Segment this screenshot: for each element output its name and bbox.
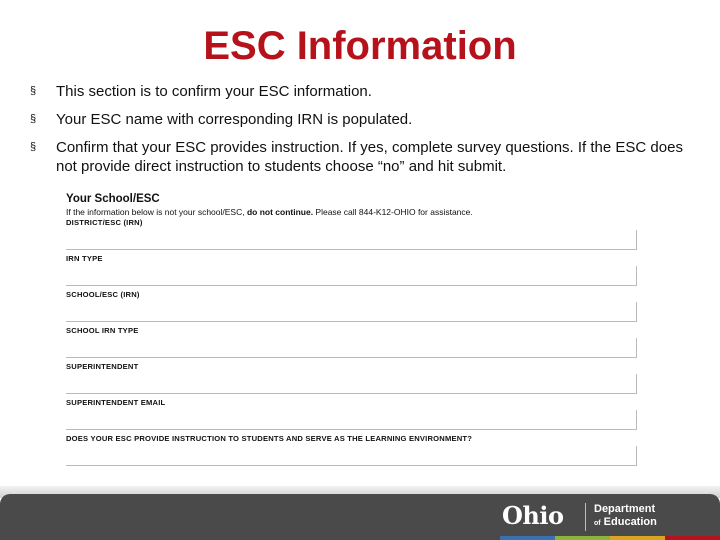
form-note-contact: Please call 844-K12-OHIO for assistance. [313,207,473,217]
strip-segment [665,536,720,540]
provides-instruction-field[interactable] [66,446,637,466]
dept-of: of [594,520,601,527]
bullet-marker: § [30,113,37,125]
bullet-item [30,82,700,101]
superintendent-email-field[interactable] [66,410,637,430]
logo-divider [585,503,586,531]
dept-line-2 [594,516,657,530]
slide-title: ESC Information [203,24,517,68]
irn-type-field[interactable] [66,266,637,286]
bullet-marker: § [30,85,37,97]
form-heading: Your School/ESC [66,193,160,205]
field-label-district-irn: DISTRICT/ESC (IRN) [66,218,143,227]
department-of-education-logo [594,503,657,530]
district-irn-field[interactable] [66,230,637,250]
bullet-marker: § [30,141,37,153]
ohio-logo: Ohio [502,501,564,530]
field-label-school-irn-type: SCHOOL IRN TYPE [66,326,139,335]
school-esc-form [66,192,638,470]
school-irn-field[interactable] [66,302,637,322]
bullet-list [30,82,700,185]
bullet-text: Confirm that your ESC provides instruction. If yes, complete survey questions. If the ESC does not provide direct instruction to students choose “no” and hit submit. [56,139,683,175]
form-note [66,207,638,218]
field-label-superintendent: SUPERINTENDENT [66,362,139,371]
bullet-item [30,138,700,176]
bullet-text: Your ESC name with corresponding IRN is populated. [56,111,413,128]
form-note-text: If the information below is not your school/ESC, [66,207,247,217]
brand-color-strip [500,536,720,540]
strip-segment [500,536,555,540]
form-note-warning: do not continue. [246,207,314,217]
strip-segment [610,536,665,540]
strip-segment [555,536,610,540]
field-label-superintendent-email: SUPERINTENDENT EMAIL [66,398,166,407]
dept-line-1: Department [594,503,656,515]
bullet-text: This section is to confirm your ESC information. [56,83,372,100]
field-label-school-irn: SCHOOL/ESC (IRN) [66,290,140,299]
school-irn-type-field[interactable] [66,338,637,358]
superintendent-field[interactable] [66,374,637,394]
dept-education: Education [603,516,657,528]
bullet-item [30,110,700,129]
field-label-irn-type: IRN TYPE [66,254,103,263]
field-label-provides-instruction: DOES YOUR ESC PROVIDE INSTRUCTION TO STUDENTS AND SERVE AS THE LEARNING ENVIRONMENT? [66,434,473,443]
